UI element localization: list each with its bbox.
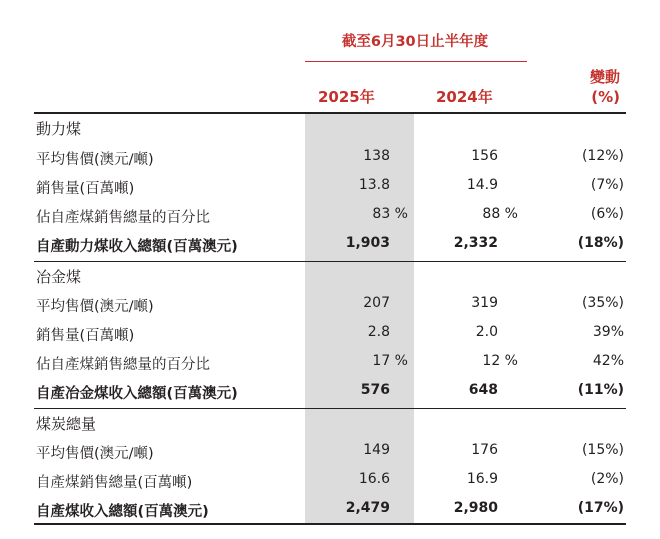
- value-2025: 13.8: [358, 177, 390, 193]
- value-change: (18%): [577, 235, 624, 251]
- row-label: 自產冶金煤收入總額(百萬澳元): [36, 386, 238, 402]
- section-rule: [34, 408, 626, 409]
- row-label: 銷售量(百萬噸): [36, 328, 135, 344]
- value-change: (12%): [581, 148, 624, 164]
- value-change: (2%): [590, 471, 624, 487]
- value-change: (6%): [590, 206, 624, 222]
- value-2025: 2,479: [345, 500, 390, 516]
- table-row-total: [0, 235, 660, 264]
- section-title-total-coal: 煤炭總量: [36, 415, 97, 433]
- row-label: 佔自產煤銷售總量的百分比: [36, 210, 210, 226]
- change-header-label: 變動: [589, 68, 620, 86]
- value-2025: 1,903: [345, 235, 390, 251]
- year-current-header: 2025年: [318, 88, 375, 106]
- year-prior-header: 2024年: [436, 88, 493, 106]
- table-row: [0, 295, 660, 324]
- row-label: 自產動力煤收入總額(百萬澳元): [36, 239, 238, 255]
- value-change: (35%): [581, 295, 624, 311]
- value-2025: 16.6: [358, 471, 390, 487]
- section-title-thermal-coal: 動力煤: [36, 120, 82, 138]
- value-2024: 12 %: [482, 353, 518, 369]
- table-row: [0, 177, 660, 206]
- table-row: [0, 353, 660, 382]
- row-label: 自產煤銷售總量(百萬噸): [36, 475, 193, 491]
- value-change: (11%): [577, 382, 624, 398]
- value-2024: 176: [471, 442, 498, 458]
- value-2024: 156: [471, 148, 498, 164]
- value-change: (15%): [581, 442, 624, 458]
- row-label: 平均售價(澳元/噸): [36, 446, 154, 462]
- table-row: [0, 148, 660, 177]
- value-2025: 149: [363, 442, 390, 458]
- value-2024: 14.9: [466, 177, 498, 193]
- value-2024: 2.0: [475, 324, 498, 340]
- row-label: 銷售量(百萬噸): [36, 181, 135, 197]
- value-change: (17%): [577, 500, 624, 516]
- row-label: 平均售價(澳元/噸): [36, 152, 154, 168]
- table-top-rule: [34, 112, 626, 114]
- value-2024: 2,332: [453, 235, 498, 251]
- change-header-unit: (%): [591, 88, 620, 106]
- table-row: [0, 206, 660, 235]
- row-label: 佔自產煤銷售總量的百分比: [36, 357, 210, 373]
- value-2025: 83 %: [372, 206, 408, 222]
- value-2025: 17 %: [372, 353, 408, 369]
- value-2024: 319: [471, 295, 498, 311]
- period-header: 截至6月30日止半年度: [341, 34, 489, 50]
- row-label: 平均售價(澳元/噸): [36, 299, 154, 315]
- table-bottom-rule: [34, 523, 626, 525]
- value-2024: 2,980: [453, 500, 498, 516]
- value-change: 42%: [592, 353, 624, 369]
- value-2025: 207: [363, 295, 390, 311]
- value-2025: 576: [360, 382, 390, 398]
- value-2025: 2.8: [367, 324, 390, 340]
- table-row: [0, 471, 660, 500]
- section-rule: [34, 261, 626, 262]
- row-label: 自產煤收入總額(百萬澳元): [36, 504, 209, 520]
- value-change: 39%: [592, 324, 624, 340]
- value-2024: 648: [468, 382, 498, 398]
- table-row: [0, 442, 660, 471]
- section-title-metallurgical-coal: 冶金煤: [36, 268, 82, 286]
- value-2024: 16.9: [466, 471, 498, 487]
- table-row: [0, 324, 660, 353]
- value-change: (7%): [590, 177, 624, 193]
- value-2025: 138: [363, 148, 390, 164]
- table-row-total: [0, 382, 660, 411]
- period-header-rule: [305, 61, 527, 62]
- value-2024: 88 %: [482, 206, 518, 222]
